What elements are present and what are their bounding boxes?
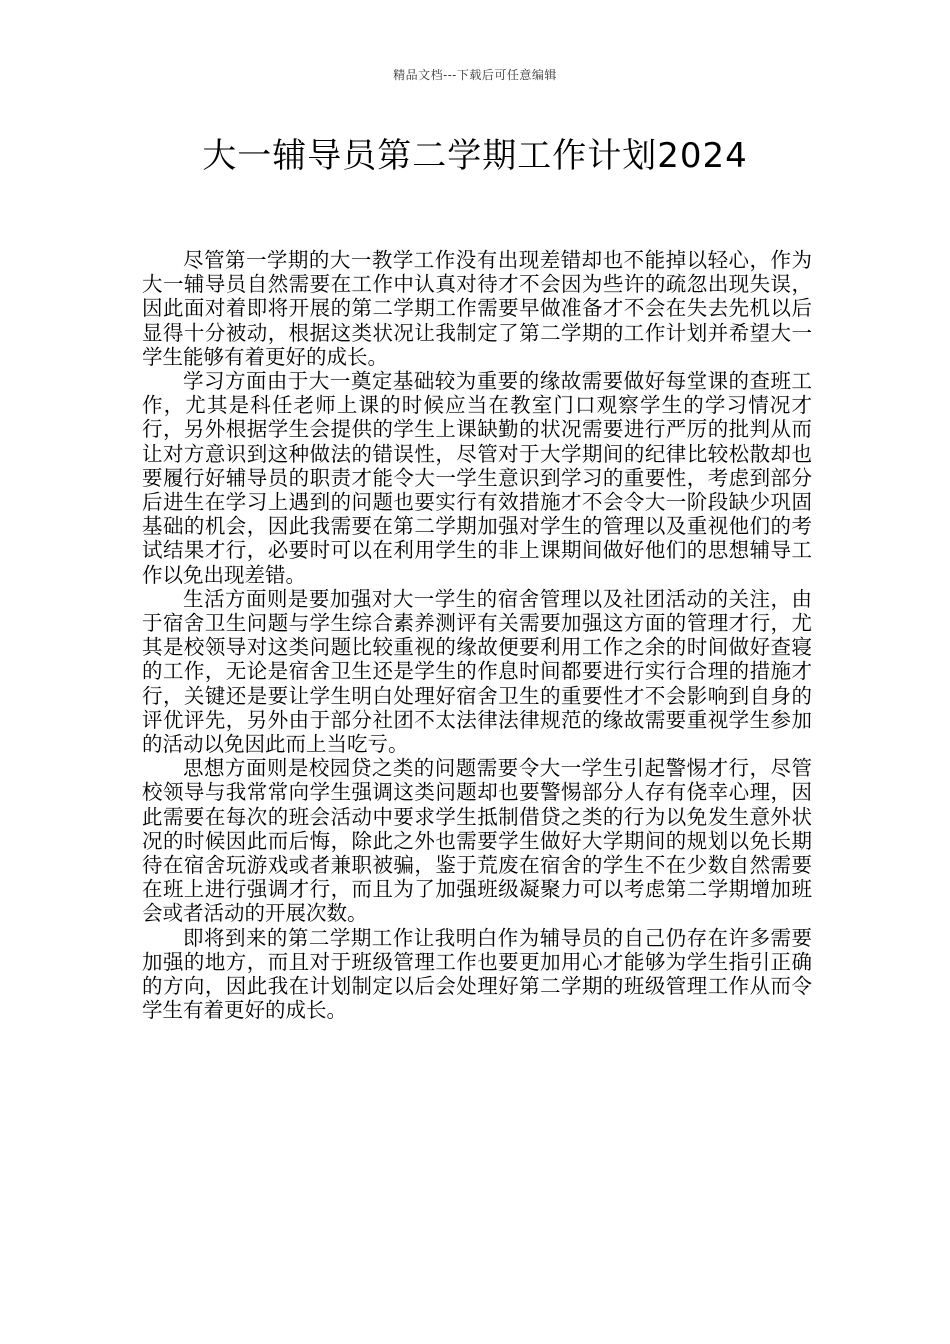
header-note: 精品文档---下载后可任意编辑	[393, 68, 557, 82]
paragraph-conclusion: 即将到来的第二学期工作让我明白作为辅导员的自己仍存在许多需要加强的地方，而且对于班级管理工作也要更加用心才能够为学生指引正确的方向，因此我在计划制定以后会处理好第二学期的班级管理工作从而令学生有着更好的成长。	[142, 925, 812, 1023]
document-title: 大一辅导员第二学期工作计划2024	[202, 136, 748, 176]
paragraph-study: 学习方面由于大一奠定基础较为重要的缘故需要做好每堂课的查班工作，尤其是科任老师上课的时候应当在教室门口观察学生的学习情况才行，另外根据学生会提供的学生上课缺勤的状况需要进行严厉的批判从而让对方意识到这种做法的错误性，尽管对于大学期间的纪律比较松散却也要履行好辅导员的职责才能令大一学生意识到学习的重要性，考虑到部分后进生在学习上遇到的问题也要实行有效措施才不会令大一阶段缺少巩固基础的机会，因此我需要在第二学期加强对学生的管理以及重视他们的考试结果才行，必要时可以在利用学生的非上课期间做好他们的思想辅导工作以免出现差错。	[142, 369, 812, 587]
paragraph-thought: 思想方面则是校园贷之类的问题需要令大一学生引起警惕才行，尽管校领导与我常常向学生强调这类问题却也要警惕部分人存有侥幸心理，因此需要在每次的班会活动中要求学生抵制借贷之类的行为以免发生意外状况的时候因此而后悔，除此之外也需要学生做好大学期间的规划以免长期待在宿舍玩游戏或者兼职被骗，鉴于荒废在宿舍的学生不在少数自然需要在班上进行强调才行，而且为了加强班级凝聚力可以考虑第二学期增加班会或者活动的开展次数。	[142, 756, 812, 926]
document-body	[142, 248, 812, 1023]
paragraph-intro: 尽管第一学期的大一教学工作没有出现差错却也不能掉以轻心，作为大一辅导员自然需要在工作中认真对待才不会因为些许的疏忽出现失误，因此面对着即将开展的第二学期工作需要早做准备才不会在失去先机以后显得十分被动，根据这类状况让我制定了第二学期的工作计划并希望大一学生能够有着更好的成长。	[142, 248, 812, 369]
paragraph-life: 生活方面则是要加强对大一学生的宿舍管理以及社团活动的关注，由于宿舍卫生问题与学生综合素养测评有关需要加强这方面的管理才行，尤其是校领导对这类问题比较重视的缘故便要利用工作之余的时间做好查寝的工作，无论是宿舍卫生还是学生的作息时间都要进行实行合理的措施才行，关键还是要让学生明白处理好宿舍卫生的重要性才不会影响到自身的评优评先，另外由于部分社团不太法律法律规范的缘故需要重视学生参加的活动以免因此而上当吃亏。	[142, 586, 812, 757]
